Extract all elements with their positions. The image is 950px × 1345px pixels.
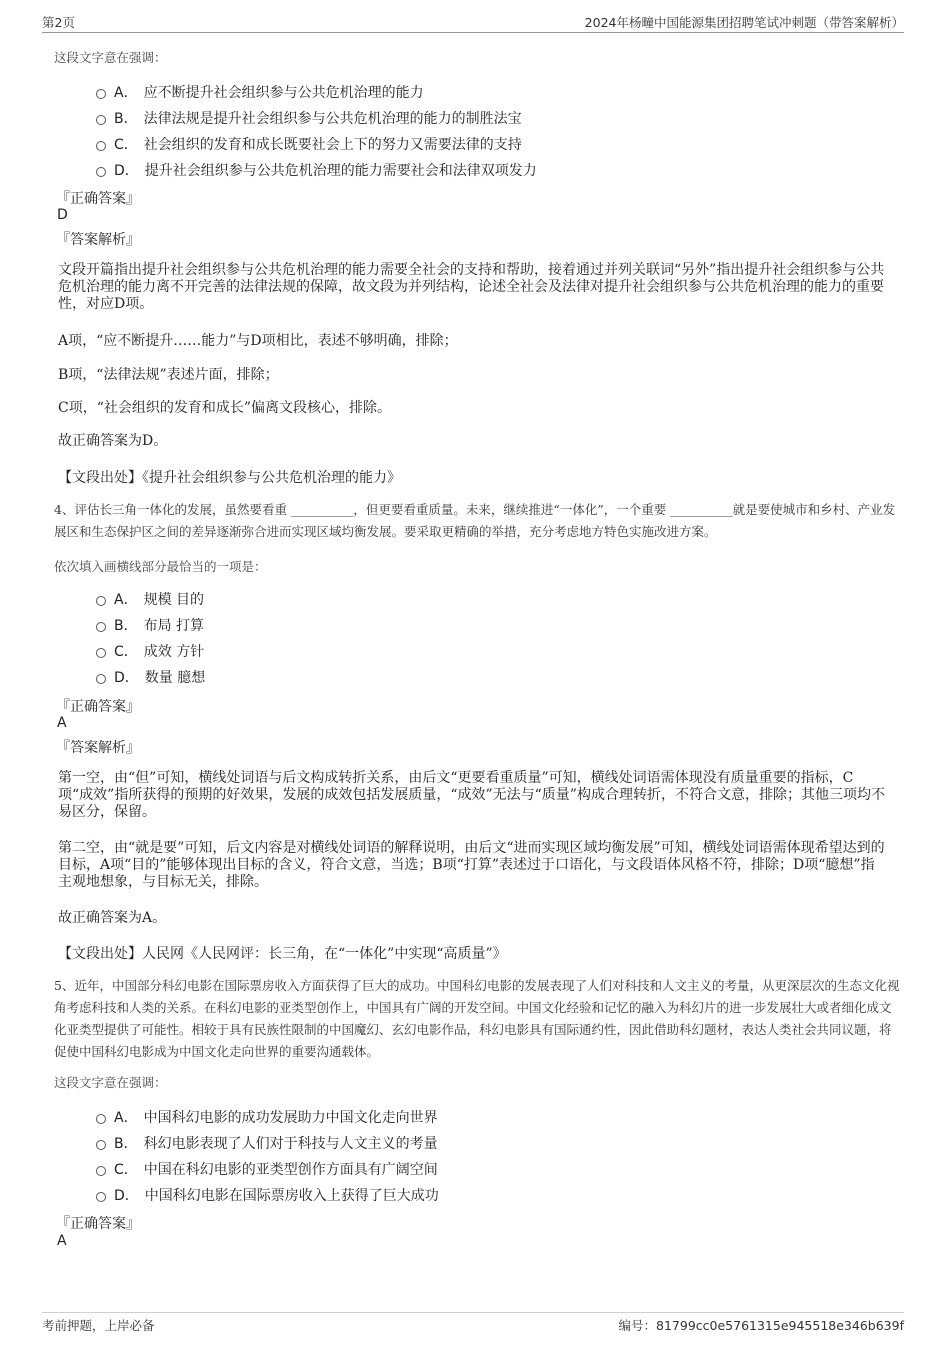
q5-stem: 5、近年，中国部分科幻电影在国际票房收入方面获得了巨大的成功。中国科幻电影的发展表现了人们对科技和人文主义的考量，从更深层次的生态文化视角考虑科技和人类的关系。在科幻电影的亚类型创作上，中国具有广阔的开发空间。中国文化经验和记忆的融入为科幻片的进一步发展壮大或者细化成文化亚类型提供了可能性。相较于具有民族性限制的中国魔幻、玄幻电影作品，科幻电影具有国际通约性，因此借助科幻题材，表达人类社会共同议题，将促使中国科幻电影成为中国文化走向世界的重要沟通载体。 (54, 978, 900, 1059)
option-letter: D． (114, 163, 139, 179)
q5-option-a[interactable] (96, 1104, 439, 1130)
radio-icon[interactable] (96, 1192, 106, 1202)
page-footer (42, 1312, 904, 1337)
option-text: 规模 目的 (143, 592, 205, 608)
page-header (42, 12, 904, 33)
radio-icon[interactable] (96, 89, 106, 99)
option-text: 提升社会组织参与公共危机治理的能力需要社会和法律双项发力 (144, 163, 537, 179)
radio-icon[interactable] (96, 141, 106, 151)
option-text: 中国在科幻电影的亚类型创作方面具有广阔空间 (143, 1162, 438, 1178)
q4-analysis-paragraph: 故正确答案为A。 (58, 910, 167, 926)
q5-options (96, 1104, 439, 1208)
radio-icon[interactable] (96, 115, 106, 125)
q3-answer: D (57, 207, 68, 223)
q4-stem: 4、评估长三角一体化的发展，虽然要看重 __________，但更要看重质量。未来，继续推进“一体化”，一个重要 __________就是要使城市和乡村、产业发展区和生态保护区之间的差异逐渐弥合进而实现区域均衡发展。要采取更精确的举措，充分考虑地方特色实施改进方案。 (54, 502, 896, 539)
radio-icon[interactable] (96, 167, 106, 177)
q3-analysis-paragraph: C项，“社会组织的发育和成长”偏离文段核心，排除。 (58, 400, 392, 416)
option-text: 应不断提升社会组织参与公共危机治理的能力 (143, 85, 424, 101)
q5-option-c[interactable] (96, 1156, 439, 1182)
option-text: 科幻电影表现了人们对于科技与人文主义的考量 (143, 1136, 438, 1152)
q3-analysis-label: 『答案解析』 (56, 232, 140, 248)
option-text: 法律法规是提升社会组织参与公共危机治理的能力的制胜法宝 (143, 111, 522, 127)
q5-answer-label: 『正确答案』 (56, 1216, 140, 1232)
q3-analysis-paragraph: B项，“法律法规”表述片面，排除； (58, 367, 279, 383)
page-number: 第2页 (42, 15, 75, 30)
option-letter: C． (114, 644, 138, 660)
radio-icon[interactable] (96, 1166, 106, 1176)
q3-option-b[interactable] (96, 105, 537, 131)
q4-source: 【文段出处】人民网《人民网评：长三角，在“一体化”中实现“高质量”》 (58, 946, 507, 962)
q3-option-a[interactable] (96, 79, 537, 105)
footer-serial: 编号：81799cc0e5761315e945518e346b639f (618, 1318, 904, 1333)
option-text: 社会组织的发育和成长既要社会上下的努力又需要法律的支持 (143, 137, 522, 153)
option-letter: B． (114, 1136, 138, 1152)
q3-answer-label: 『正确答案』 (56, 191, 140, 207)
q4-option-c[interactable] (96, 638, 205, 664)
option-text: 中国科幻电影的成功发展助力中国文化走向世界 (143, 1110, 438, 1126)
document-title: 2024年杨疃中国能源集团招聘笔试冲刺题（带答案解析） (584, 15, 904, 30)
q5-option-d[interactable] (96, 1182, 439, 1208)
q3-analysis-paragraph: A项，“应不断提升……能力”与D项相比，表述不够明确，排除； (58, 333, 458, 349)
footer-slogan: 考前押题，上岸必备 (42, 1318, 155, 1333)
q3-source: 【文段出处】《提升社会组织参与公共危机治理的能力》 (58, 470, 401, 486)
radio-icon[interactable] (96, 596, 106, 606)
q4-analysis-label: 『答案解析』 (56, 740, 140, 756)
radio-icon[interactable] (96, 648, 106, 658)
q4-analysis-paragraph: 第二空，由“就是要”可知，后文内容是对横线处词语的解释说明，由后文“进而实现区域均衡发展”可知，横线处词语需体现希望达到的目标，A项“目的”能够体现出目标的含义，符合文意，当选；B项“打算”表述过于口语化，与文段语体风格不符，排除；D项“臆想”指主观地想象，与目标无关，排除。 (58, 840, 885, 890)
q3-analysis-paragraph: 文段开篇指出提升社会组织参与公共危机治理的能力需要全社会的支持和帮助，接着通过并列关联词“另外”指出提升社会组织参与公共危机治理的能力离不开完善的法律法规的保障，故文段为并列结构，论述全社会及法律对提升社会组织参与公共危机治理的能力的重要性，对应D项。 (58, 262, 885, 312)
q3-analysis-paragraph: 故正确答案为D。 (58, 433, 168, 449)
radio-icon[interactable] (96, 1114, 106, 1124)
option-letter: B． (114, 111, 138, 127)
option-letter: A． (114, 592, 138, 608)
q4-answer-label: 『正确答案』 (56, 699, 140, 715)
option-letter: C． (114, 1162, 138, 1178)
option-letter: A． (114, 85, 138, 101)
option-letter: C． (114, 137, 138, 153)
q5-answer: A (57, 1233, 67, 1249)
option-letter: A． (114, 1110, 138, 1126)
q3-option-c[interactable] (96, 131, 537, 157)
q3-option-d[interactable] (96, 157, 537, 183)
q4-analysis-paragraph: 第一空，由“但”可知，横线处词语与后文构成转折关系，由后文“更要看重质量”可知，横线处词语需体现没有质量重要的指标，C项“成效”指所获得的预期的好效果，发展的成效包括发展质量，“成效”无法与“质量”构成合理转折，不符合文意，排除；其他三项均不易区分，保留。 (58, 770, 885, 820)
radio-icon[interactable] (96, 1140, 106, 1150)
q3-options (96, 79, 537, 183)
q4-option-a[interactable] (96, 586, 205, 612)
q5-option-b[interactable] (96, 1130, 439, 1156)
q4-answer: A (57, 715, 67, 731)
q4-option-b[interactable] (96, 612, 205, 638)
option-text: 数量 臆想 (144, 670, 206, 686)
q4-options (96, 586, 205, 690)
option-letter: D． (114, 1188, 139, 1204)
q5-prompt: 这段文字意在强调： (54, 1075, 167, 1090)
radio-icon[interactable] (96, 674, 106, 684)
radio-icon[interactable] (96, 622, 106, 632)
option-text: 成效 方针 (143, 644, 205, 660)
option-text: 中国科幻电影在国际票房收入上获得了巨大成功 (144, 1188, 439, 1204)
q4-option-d[interactable] (96, 664, 205, 690)
option-letter: D． (114, 670, 139, 686)
option-letter: B． (114, 618, 138, 634)
option-text: 布局 打算 (143, 618, 205, 634)
q3-prompt: 这段文字意在强调： (54, 50, 167, 65)
q4-prompt: 依次填入画横线部分最恰当的一项是： (54, 559, 267, 574)
